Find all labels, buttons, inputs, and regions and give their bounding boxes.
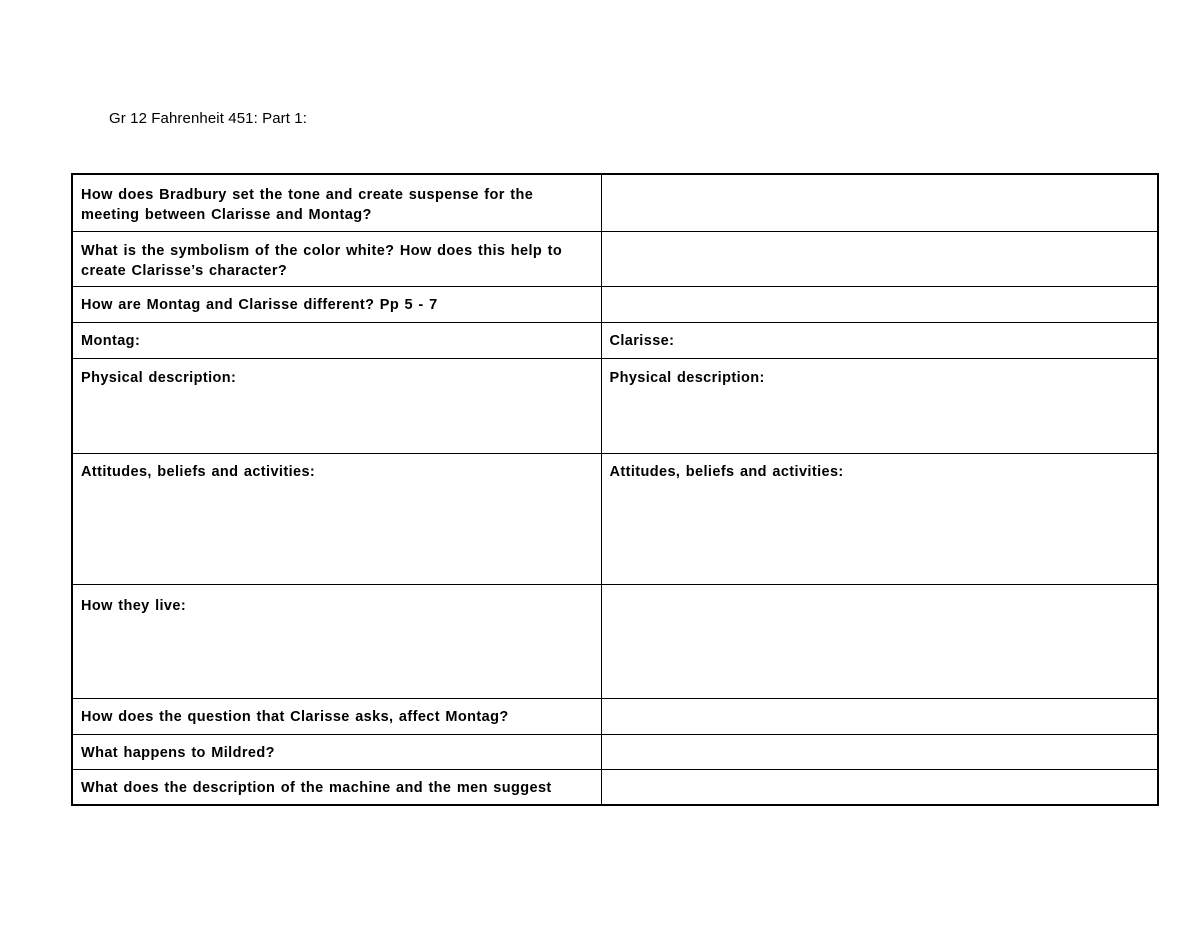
how-they-live-clarisse[interactable] xyxy=(601,584,1158,698)
table-row xyxy=(72,769,1158,805)
answer-cell[interactable] xyxy=(601,174,1158,231)
table-row xyxy=(72,231,1158,286)
table-row xyxy=(72,174,1158,231)
worksheet-table xyxy=(71,173,1159,806)
clarisse-attitudes[interactable]: Attitudes, beliefs and activities: xyxy=(601,453,1158,584)
clarisse-physical-description[interactable]: Physical description: xyxy=(601,358,1158,453)
answer-cell[interactable] xyxy=(601,769,1158,805)
how-they-live-montag[interactable]: How they live: xyxy=(72,584,601,698)
answer-cell[interactable] xyxy=(601,734,1158,769)
table-row xyxy=(72,698,1158,734)
question-symbolism-white: What is the symbolism of the color white? How does this help to create Clarisse’s character? xyxy=(72,231,601,286)
clarisse-header: Clarisse: xyxy=(601,322,1158,358)
question-how-different: How are Montag and Clarisse different? Pp 5 - 7 xyxy=(72,286,601,322)
answer-cell[interactable] xyxy=(601,231,1158,286)
montag-physical-description[interactable]: Physical description: xyxy=(72,358,601,453)
document-title: Gr 12 Fahrenheit 451: Part 1: xyxy=(109,110,308,127)
montag-header: Montag: xyxy=(72,322,601,358)
question-tone-suspense: How does Bradbury set the tone and create suspense for the meeting between Clarisse and Montag? xyxy=(72,174,601,231)
question-machine-men: What does the description of the machine and the men suggest xyxy=(72,769,601,805)
question-clarisse-question: How does the question that Clarisse asks, affect Montag? xyxy=(72,698,601,734)
answer-cell[interactable] xyxy=(601,286,1158,322)
table-row xyxy=(72,734,1158,769)
table-row xyxy=(72,584,1158,698)
montag-attitudes[interactable]: Attitudes, beliefs and activities: xyxy=(72,453,601,584)
table-row xyxy=(72,286,1158,322)
answer-cell[interactable] xyxy=(601,698,1158,734)
question-mildred: What happens to Mildred? xyxy=(72,734,601,769)
table-row xyxy=(72,322,1158,358)
table-row xyxy=(72,358,1158,453)
table-row xyxy=(72,453,1158,584)
